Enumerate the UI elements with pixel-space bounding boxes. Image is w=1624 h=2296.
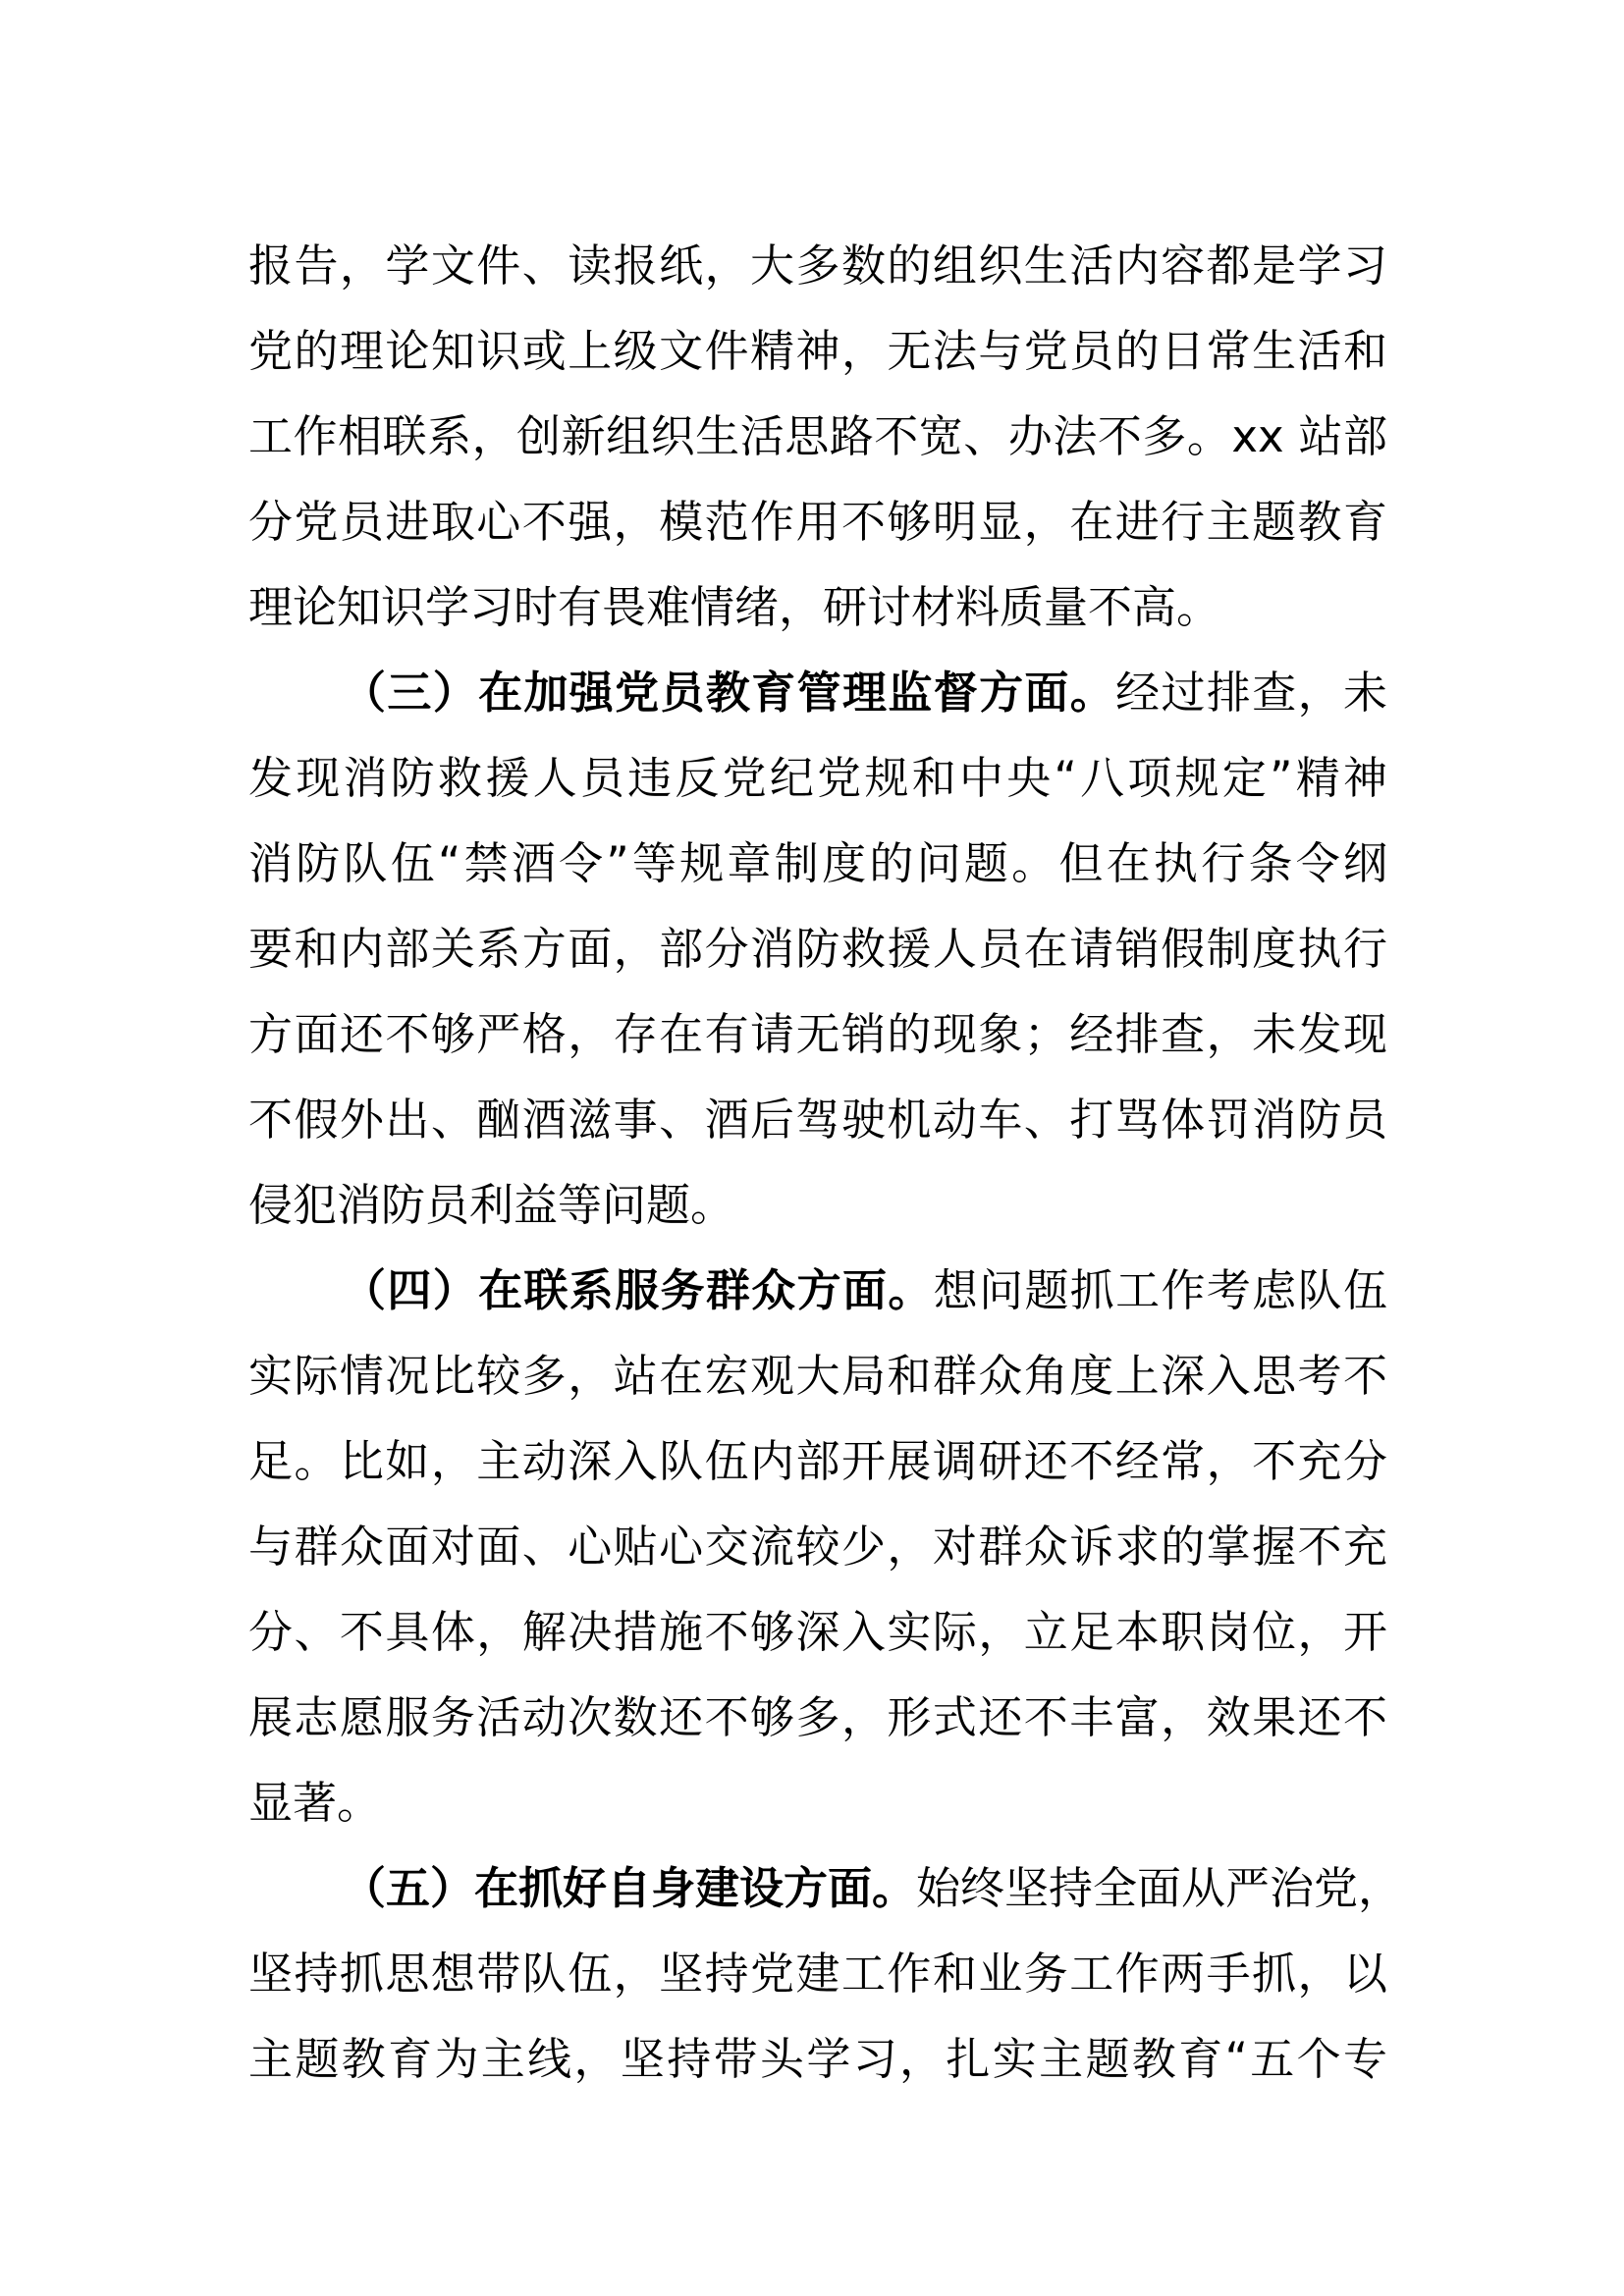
line-text: 理论知识学习时有畏难情绪，研讨材料质量不高。 xyxy=(248,581,1221,633)
line-text: 党的理论知识或上级文件精神，无法与党员的日常生活和 xyxy=(248,325,1387,377)
text-line xyxy=(248,821,1387,906)
document-body xyxy=(248,223,1403,2102)
text-line xyxy=(248,1248,1387,1333)
line-text: 分党员进取心不强，模范作用不够明显，在进行主题教育 xyxy=(248,496,1387,548)
paragraph xyxy=(248,650,1387,1248)
line-text: 主题教育为主线，坚持带头学习，扎实主题教育“五个专 xyxy=(248,2033,1387,2085)
paragraph xyxy=(248,1248,1387,1845)
text-line xyxy=(248,906,1387,991)
line-text: 展志愿服务活动次数还不够多，形式还不丰富，效果还不 xyxy=(248,1691,1387,1743)
line-text: 经过排查，未 xyxy=(1115,667,1387,719)
text-line xyxy=(248,735,1387,821)
line-text: 报告，学文件、读报纸，大多数的组织生活内容都是学习 xyxy=(248,240,1387,292)
text-line xyxy=(248,1504,1387,1589)
section-heading: （三）在加强党员教育管理监督方面。 xyxy=(342,667,1116,719)
text-line xyxy=(248,2016,1387,2102)
text-line xyxy=(248,650,1387,735)
paragraph xyxy=(248,223,1387,650)
text-line xyxy=(248,1845,1403,1931)
text-line xyxy=(248,1077,1387,1162)
line-text: 不假外出、酗酒滋事、酒后驾驶机动车、打骂体罚消防员 xyxy=(248,1094,1387,1146)
line-text: 分、不具体，解决措施不够深入实际，立足本职岗位，开 xyxy=(248,1606,1387,1658)
text-line xyxy=(248,479,1387,564)
text-line xyxy=(248,223,1387,308)
line-text: 足。比如，主动深入队伍内部开展调研还不经常，不充分 xyxy=(248,1435,1387,1487)
section-heading: （五）在抓好自身建设方面。 xyxy=(342,1862,917,1914)
text-line xyxy=(248,394,1387,479)
text-line xyxy=(248,1333,1387,1418)
line-text: 实际情况比较多，站在宏观大局和群众角度上深入思考不 xyxy=(248,1350,1387,1402)
line-text: 显著。 xyxy=(248,1777,382,1829)
text-line xyxy=(248,1162,1387,1248)
text-line xyxy=(248,1418,1387,1504)
text-line xyxy=(248,1589,1387,1675)
text-line xyxy=(248,1931,1387,2016)
line-text: 坚持抓思想带队伍，坚持党建工作和业务工作两手抓，以 xyxy=(248,1948,1387,2000)
text-line xyxy=(248,1675,1387,1760)
text-line xyxy=(248,564,1387,650)
section-heading: （四）在联系服务群众方面。 xyxy=(342,1264,934,1316)
line-text: 方面还不够严格，存在有请无销的现象；经排查，未发现 xyxy=(248,1008,1387,1060)
text-line xyxy=(248,991,1387,1077)
paragraph xyxy=(248,1845,1403,2102)
line-text: 想问题抓工作考虑队伍 xyxy=(933,1264,1387,1316)
text-line xyxy=(248,1760,1387,1845)
line-text: 与群众面对面、心贴心交流较少，对群众诉求的掌握不充 xyxy=(248,1521,1387,1573)
text-line xyxy=(248,308,1387,394)
line-text: 工作相联系，创新组织生活思路不宽、办法不多。xx 站部 xyxy=(248,410,1387,462)
line-text: 要和内部关系方面，部分消防救援人员在请销假制度执行 xyxy=(248,923,1387,975)
line-text: 侵犯消防员利益等问题。 xyxy=(248,1179,735,1231)
line-text: 消防队伍“禁酒令”等规章制度的问题。但在执行条令纲 xyxy=(248,837,1387,889)
line-text: 始终坚持全面从严治党， xyxy=(916,1862,1403,1914)
line-text: 发现消防救援人员违反党纪党规和中央“八项规定”精神 xyxy=(248,752,1387,804)
